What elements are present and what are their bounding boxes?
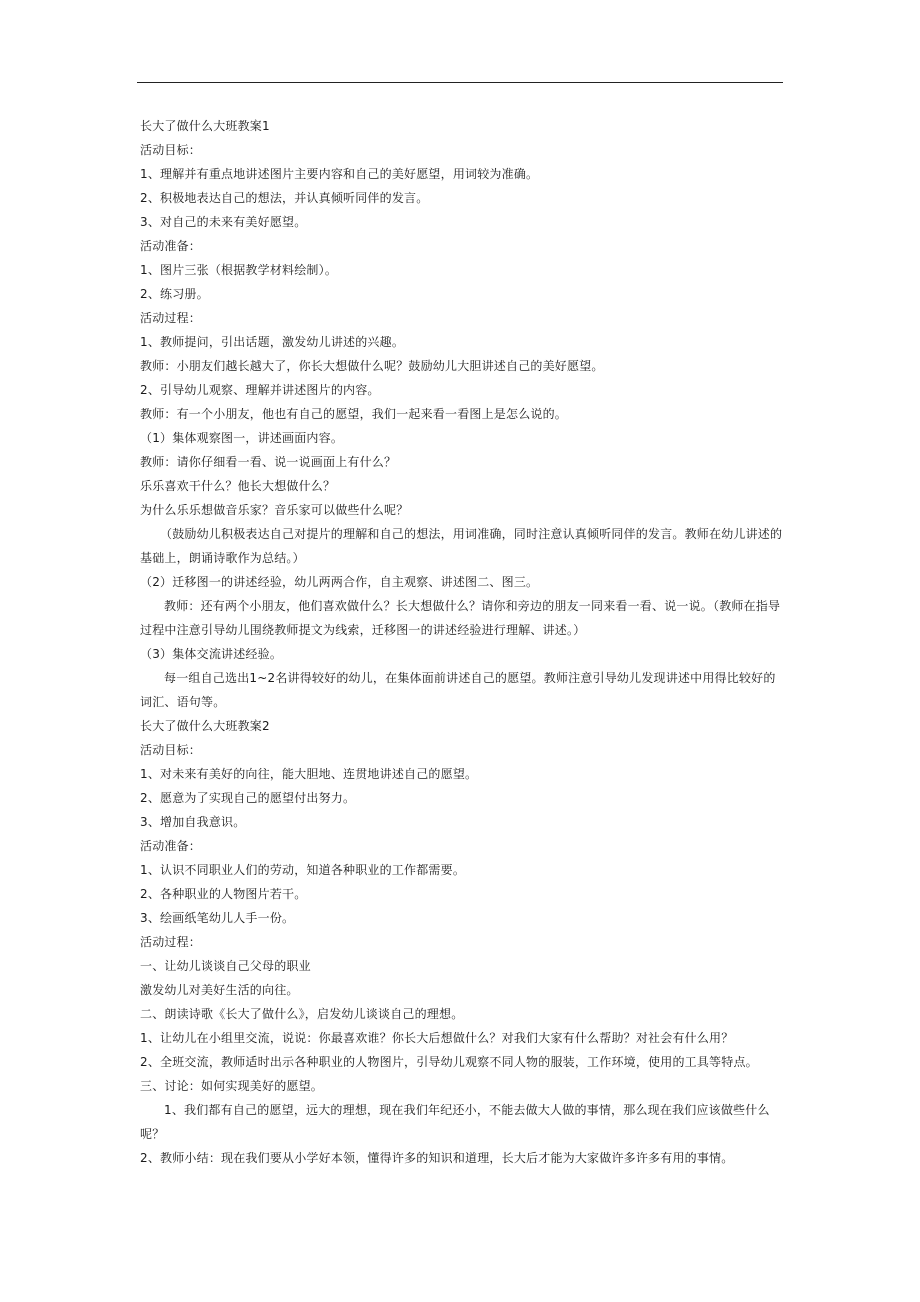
heading-process: 活动过程： [140,311,202,325]
process-substep: （3）集体交流讲述经验。 [140,647,283,661]
title-lesson-1: 长大了做什么大班教案1 [140,119,270,133]
heading-preparation: 活动准备： [140,239,202,253]
prep-item: 1、认识不同职业人们的劳动，知道各种职业的工作都需要。 [140,863,466,877]
process-text: 2、教师小结：现在我们要从小学好本领，懂得许多的知识和道理，长大后才能为大家做许多许多有用的事情。 [140,1151,734,1165]
heading-process: 活动过程： [140,935,202,949]
goal-item: 3、增加自我意识。 [140,815,246,829]
goal-item: 1、理解并有重点地讲述图片主要内容和自己的美好愿望，用词较为准确。 [140,167,539,181]
process-text: 激发幼儿对美好生活的向往。 [140,983,299,997]
process-substep: （2）迁移图一的讲述经验，幼儿两两合作，自主观察、讲述图二、图三。 [140,575,539,589]
process-text: 教师：还有两个小朋友，他们喜欢做什么？长大想做什么？请你和旁边的朋友一同来看一看、说一说。（教师在指导过程中注意引导幼儿围绕教师提文为线索，迁移图一的讲述经验进行理解、讲述。） [140,599,781,637]
process-text: 1、我们都有自己的愿望，远大的理想，现在我们年纪还小，不能去做大人做的事情，那么现在我们应该做些什么呢？ [140,1103,770,1141]
process-step: 1、教师提问，引出话题，激发幼儿讲述的兴趣。 [140,335,405,349]
process-text: 乐乐喜欢干什么？他长大想做什么？ [140,479,336,493]
heading-goals: 活动目标： [140,143,202,157]
process-substep: （1）集体观察图一，讲述画面内容。 [140,431,344,445]
prep-item: 2、练习册。 [140,287,209,301]
prep-item: 1、图片三张（根据教学材料绘制）。 [140,263,338,277]
heading-goals: 活动目标： [140,743,202,757]
prep-item: 3、绘画纸笔幼儿人手一份。 [140,911,295,925]
title-lesson-2: 长大了做什么大班教案2 [140,719,270,733]
process-text: 教师：有一个小朋友，他也有自己的愿望，我们一起来看一看图上是怎么说的。 [140,407,568,421]
process-step: 一、让幼儿谈谈自己父母的职业 [140,959,311,973]
process-text: 2、全班交流，教师适时出示各种职业的人物图片，引导幼儿观察不同人物的服装，工作环境，使用的工具等特点。 [140,1055,758,1069]
goal-item: 3、对自己的未来有美好愿望。 [140,215,307,229]
goal-item: 2、愿意为了实现自己的愿望付出努力。 [140,791,356,805]
heading-preparation: 活动准备： [140,839,202,853]
process-text: 1、让幼儿在小组里交流，说说：你最喜欢谁？你长大后想做什么？对我们大家有什么帮助？对社会有什么用？ [140,1031,734,1045]
process-note: （鼓励幼儿积极表达自己对提片的理解和自己的想法，用词准确，同时注意认真倾听同伴的发言。教师在幼儿讲述的基础上，朗诵诗歌作为总结。） [140,527,783,565]
document-body [140,114,784,1170]
header-rule [137,82,783,83]
goal-item: 2、积极地表达自己的想法，并认真倾听同伴的发言。 [140,191,429,205]
goal-item: 1、对未来有美好的向往，能大胆地、连贯地讲述自己的愿望。 [140,767,478,781]
process-text: 教师：请你仔细看一看、说一说画面上有什么？ [140,455,397,469]
process-text: 为什么乐乐想做音乐家？音乐家可以做些什么呢？ [140,503,409,517]
process-step: 三、讨论：如何实现美好的愿望。 [140,1079,324,1093]
process-text: 每一组自己选出1~2名讲得较好的幼儿，在集体面前讲述自己的愿望。教师注意引导幼儿发现讲述中用得比较好的词汇、语句等。 [140,671,776,709]
process-text: 教师：小朋友们越长越大了，你长大想做什么呢？鼓励幼儿大胆讲述自己的美好愿望。 [140,359,604,373]
process-step: 2、引导幼儿观察、理解并讲述图片的内容。 [140,383,380,397]
process-step: 二、朗读诗歌《长大了做什么》，启发幼儿谈谈自己的理想。 [140,1007,464,1021]
prep-item: 2、各种职业的人物图片若干。 [140,887,307,901]
